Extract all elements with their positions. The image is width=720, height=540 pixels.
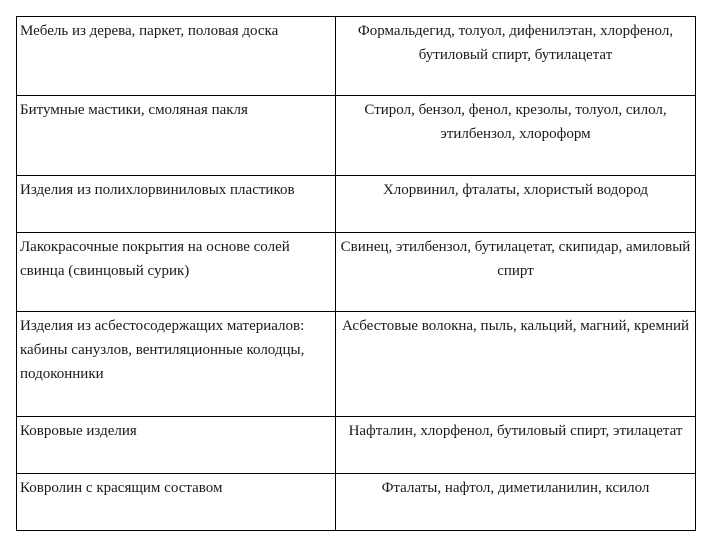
substances-cell: Фталаты, нафтол, диметиланилин, ксилол	[336, 474, 696, 531]
table-row	[17, 233, 696, 312]
table-row	[17, 176, 696, 233]
pollution-sources-table	[16, 16, 696, 531]
source-cell: Изделия из асбестосодержащих материалов: кабины санузлов, вентиляционные колодцы, подоконники	[17, 312, 336, 417]
table-row	[17, 96, 696, 176]
source-cell: Изделия из полихлорвиниловых пластиков	[17, 176, 336, 233]
table-row	[17, 17, 696, 96]
substances-cell: Стирол, бензол, фенол, крезолы, толуол, силол, этилбензол, хлороформ	[336, 96, 696, 176]
table-row	[17, 417, 696, 474]
source-cell: Битумные мастики, смоляная пакля	[17, 96, 336, 176]
table-row	[17, 312, 696, 417]
substances-cell: Нафталин, хлорфенол, бутиловый спирт, этилацетат	[336, 417, 696, 474]
source-cell: Ковровые изделия	[17, 417, 336, 474]
substances-cell: Асбестовые волокна, пыль, кальций, магний, кремний	[336, 312, 696, 417]
source-cell: Мебель из дерева, паркет, половая доска	[17, 17, 336, 96]
table-row	[17, 474, 696, 531]
substances-cell: Хлорвинил, фталаты, хлористый водород	[336, 176, 696, 233]
source-cell: Лакокрасочные покрытия на основе солей свинца (свинцовый сурик)	[17, 233, 336, 312]
substances-cell: Формальдегид, толуол, дифенилэтан, хлорфенол, бутиловый спирт, бутилацетат	[336, 17, 696, 96]
source-cell: Ковролин с красящим составом	[17, 474, 336, 531]
substances-cell: Свинец, этилбензол, бутилацетат, скипидар, амиловый спирт	[336, 233, 696, 312]
